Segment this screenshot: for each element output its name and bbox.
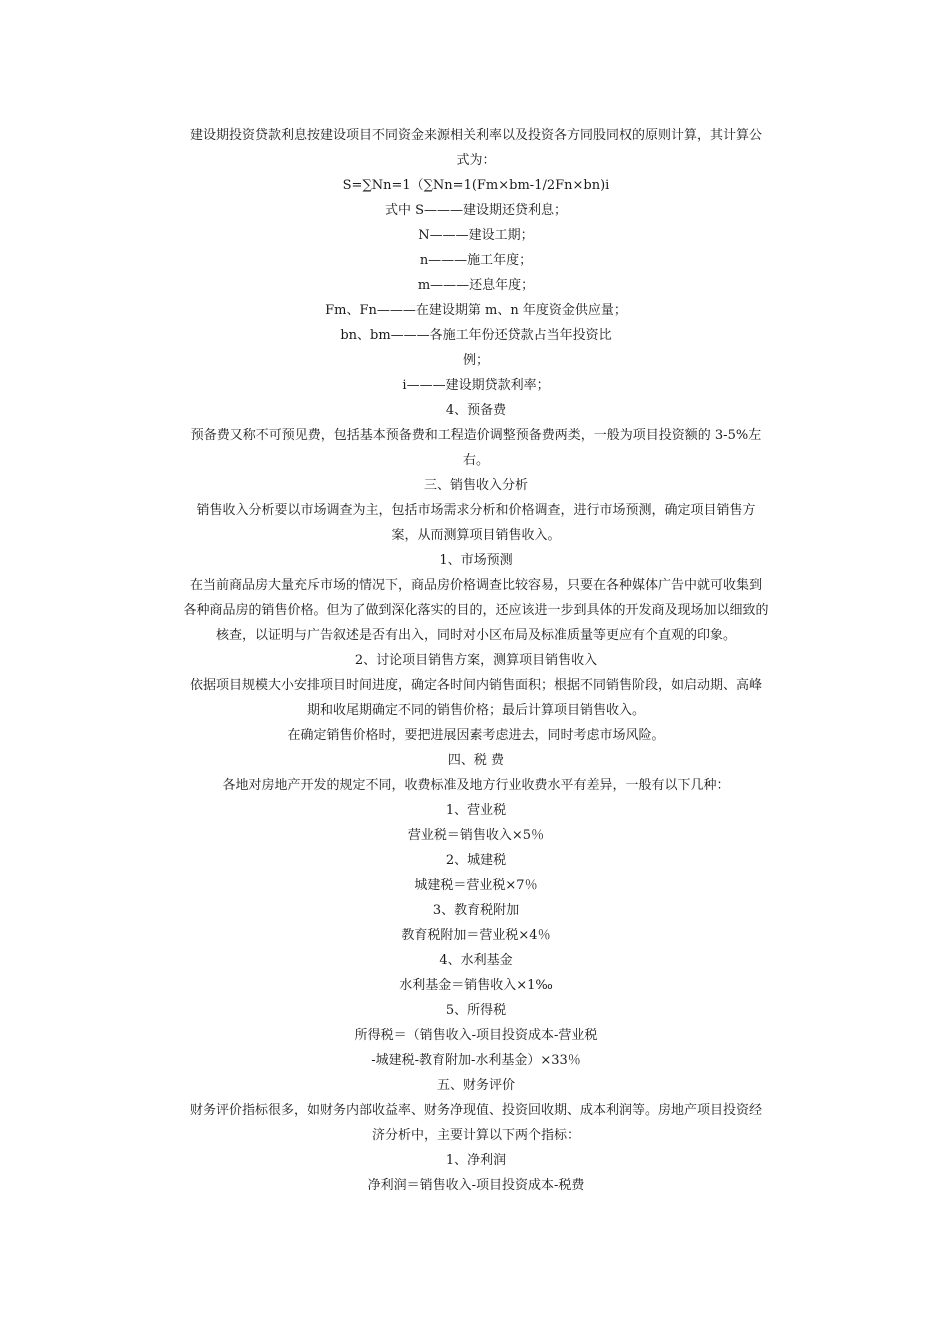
formula-definition: n———施工年度；	[419, 253, 533, 268]
body-text-line: 各地对房地产开发的规定不同，收费标准及地方行业收费水平有差异，一般有以下几种：	[222, 778, 730, 793]
section-heading: 1、净利润	[445, 1153, 507, 1168]
formula-line: 所得税＝（销售收入-项目投资成本-营业税	[354, 1028, 598, 1043]
formula-definition: N———建设工期；	[418, 228, 534, 243]
body-text-line: 在确定销售价格时，要把进展因素考虑进去，同时考虑市场风险。	[287, 728, 665, 743]
formula-line: 城建税＝营业税×7％	[414, 878, 538, 893]
formula-definition: Fm、Fn———在建设期第 m、n 年度资金供应量；	[325, 303, 627, 318]
section-heading: 1、市场预测	[439, 553, 513, 568]
section-heading: 4、预备费	[445, 403, 507, 418]
formula-line: 水利基金＝销售收入×1‰	[399, 978, 553, 993]
section-heading: 3、教育税附加	[432, 903, 520, 918]
section-heading: 4、水利基金	[439, 953, 513, 968]
chapter-heading: 四、税 费	[447, 753, 505, 768]
formula-definition: i———建设期贷款利率；	[402, 378, 550, 393]
section-heading: 2、讨论项目销售方案，测算项目销售收入	[354, 653, 598, 668]
body-text-line: 式为：	[456, 153, 496, 168]
formula-definition: m———还息年度；	[417, 278, 535, 293]
section-heading: 5、所得税	[445, 1003, 507, 1018]
section-heading: 1、营业税	[445, 803, 507, 818]
formula-line: S=∑Nn=1（∑Nn=1(Fm×bm-1/2Fn×bn)i	[342, 178, 610, 193]
body-text-line: 济分析中，主要计算以下两个指标：	[371, 1128, 580, 1143]
formula-line: 营业税＝销售收入×5％	[407, 828, 545, 843]
body-text-line: 核查，以证明与广告叙述是否有出入，同时对小区布局及标准质量等更应有个直观的印象。	[215, 628, 736, 643]
formula-line: 教育税附加＝营业税×4％	[401, 928, 551, 943]
section-heading: 2、城建税	[445, 853, 507, 868]
chapter-heading: 三、销售收入分析	[423, 478, 528, 493]
document-body	[150, 123, 802, 1198]
body-text-line: 在当前商品房大量充斥市场的情况下，商品房价格调查比较容易，只要在各种媒体广告中就可收集到	[189, 578, 762, 593]
body-text-line: 建设期投资贷款利息按建设项目不同资金来源相关利率以及投资各方同股同权的原则计算，其计算公	[189, 128, 762, 143]
formula-line: 净利润＝销售收入-项目投资成本-税费	[367, 1178, 585, 1193]
body-text-line: 右。	[462, 453, 489, 468]
body-text-line: 各种商品房的销售价格。但为了做到深化落实的目的，还应该进一步到具体的开发商及现场加以细致的	[183, 603, 769, 618]
body-text-line: 财务评价指标很多，如财务内部收益率、财务净现值、投资回收期、成本利润等。房地产项目投资经	[189, 1103, 762, 1118]
formula-definition: 式中 S———建设期还贷利息；	[384, 203, 568, 218]
body-text-line: 期和收尾期确定不同的销售价格；最后计算项目销售收入。	[306, 703, 645, 718]
formula-line: -城建税-教育附加-水利基金）×33％	[371, 1053, 581, 1068]
body-text-line: 依据项目规模大小安排项目时间进度，确定各时间内销售面积；根据不同销售阶段，如启动期、高峰	[189, 678, 762, 693]
chapter-heading: 五、财务评价	[436, 1078, 515, 1093]
formula-definition: bn、bm———各施工年份还贷款占当年投资比	[340, 328, 612, 343]
body-text-line: 预备费又称不可预见费，包括基本预备费和工程造价调整预备费两类，一般为项目投资额的 3-5%左	[190, 428, 762, 443]
body-text-line: 案，从而测算项目销售收入。	[391, 528, 561, 543]
formula-definition: 例；	[462, 353, 489, 368]
body-text-line: 销售收入分析要以市场调查为主，包括市场需求分析和价格调查，进行市场预测，确定项目销售方	[196, 503, 756, 518]
